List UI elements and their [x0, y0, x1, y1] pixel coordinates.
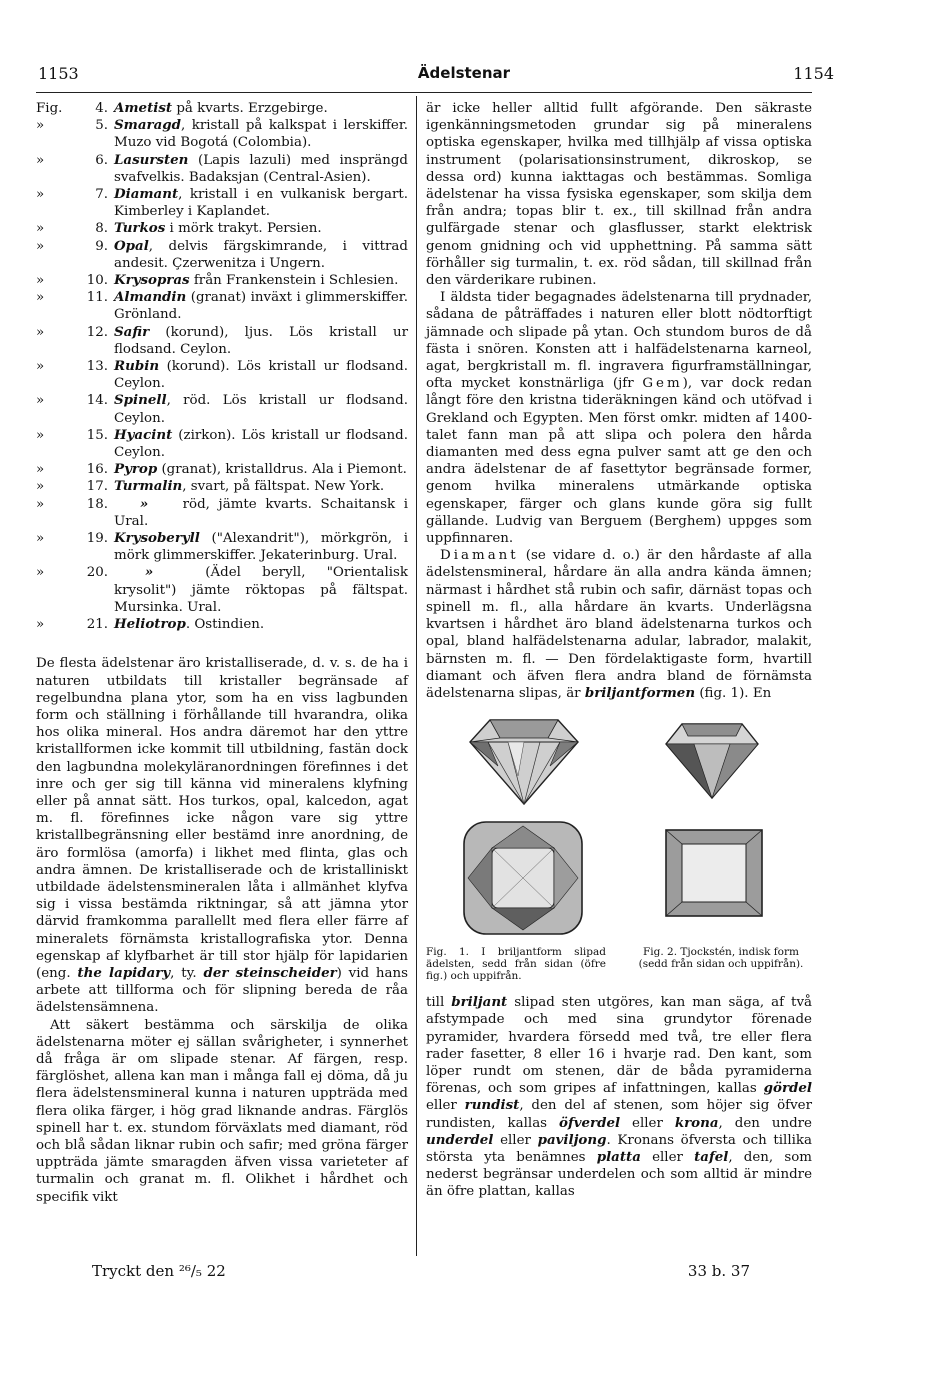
figure-list-item: » 20. » (Ädel beryll, "Orientalisk krysolit") jämte röktopas på fältspat. Mursinka. Ural.	[36, 564, 408, 615]
indian-top-illustration	[664, 828, 764, 918]
gem-figures	[426, 716, 812, 946]
figure-list	[36, 100, 408, 633]
figure-list-item: » 7. Diamant, kristall i en vulkanisk bergart. Kimberley i Kaplandet.	[36, 186, 408, 220]
figure-list-item: » 18. » röd, jämte kvarts. Schaitansk i Ural.	[36, 495, 408, 529]
figure-list-item: » 13. Rubin (korund). Lös kristall ur flodsand. Ceylon.	[36, 358, 408, 392]
page-number-right: 1154	[793, 64, 834, 83]
figure-1-caption: Fig. 1. I briljantform slipad ädelsten, sedd från sidan (öfre fig.) och uppifrån.	[426, 946, 606, 983]
brilliant-top-illustration	[462, 820, 584, 936]
figure-list-item: Fig. 4. Ametist på kvarts. Erzgebirge.	[36, 100, 328, 116]
paragraph: Att säkert bestämma och särskilja de olika ädelstenarna möter ej sällan svårigheter, i synnerhet då fråga är om slipade stenar. Af färgen, resp. färglöshet, allena kan man i många fall ej döma, då ju flera ädelstensmineral kunna i naturen uppträda med flera olika färger, i hög grad liknande andras. Färglös spinell har t. ex. stundom förväxlats med diamant, röd och blå sådan liknar rubin och safir; med gröna färger uppträda jämte smaragden äfven vissa varieteter af turmalin och granat m. fl. Olikhet i hårdhet och specifik vikt	[36, 1017, 408, 1205]
indian-side-illustration	[664, 720, 760, 800]
brilliant-side-illustration	[468, 716, 580, 806]
figure-captions	[426, 946, 812, 982]
figure-list-item: » 16. Pyrop (granat), kristalldrus. Ala i Piemont.	[36, 461, 407, 478]
paragraph: I äldsta tider begagnades ädelstenarna till prydnader, sådana de påträffades i naturen eller blott nödtorftigt jämnade och slipade på ytan. Och stundom buros de då fästa i snören. Konsten att i halfädelstenarna karneol, agat, bergkristall m. fl. ingravera figurframställningar, ofta mycket konstnärliga (jfr Gem), var dock redan långt före den kristna tideräkningen känd och utöfvad i Grekland och Egypten. Men först omkr. midten af 1400-talet fann man på att slipa och polera den hårda diamanten med dess egna pulver samt att ge den och andra ädelstenar de af fasettytor begränsade former, genom hvilka mineralens utmärkande optiska egenskaper, färger och glans kunde göra sig fullt gällande. Ludvig van Berguem (Berghem) uppges som uppfinnaren.	[426, 290, 812, 547]
signature-mark: 33 b. 37	[687, 1262, 750, 1280]
left-column	[36, 100, 408, 1206]
figure-list-item: » 11. Almandin (granat) inväxt i glimmerskiffer. Grönland.	[36, 289, 408, 323]
print-date: Tryckt den ²⁶/₅ 22	[92, 1262, 226, 1280]
page-title: Ädelstenar	[417, 64, 511, 82]
paragraph: är icke heller alltid fullt afgörande. Den säkraste igenkänningsmetoden grundar sig på mineralens optiska egenskaper, hvilka med tillhjälp af vissa optiska instrument (polarisationsinstrument, dikroskop, se dessa ord) kunna iakttagas och bestämmas. Somliga ädelstenar ha vissa fysiska egenskaper, som skilja dem från andra; topas blir t. ex., till skillnad från andra gulfärgade stenar och glasflusser, starkt elektrisk genom gnidning och vid upphettning. På samma sätt förhåller sig turmalin, t. ex. röd sådan, till skillnad från den värderikare rubinen.	[426, 101, 812, 289]
paragraph: De flesta ädelstenar äro kristalliserade, d. v. s. de ha i naturen utbildats till kristaller begränsade af regelbundna plana ytor, som ha en viss lagbunden form och ställning i förhållande till hvarandra, olika hos olika mineral. Hos andra däremot har den yttre kristallformen icke kommit till utbildning, fastän dock den lagbundna molekyläranordningen förefinnes i det inre och ger sig till känna vid mineralens klyfning eller på annat sätt. Hos turkos, opal, kalcedon, agat m. fl. förefinnes icke någon vare sig yttre kristallbegränsning eller bestämd inre anordning, de äro formlösa (amorfa) i likhet med flinta, glas och andra ämnen. De kristalliserade och de kristalliniskt utbildade ädelstensmineralen låta i allmänhet klyfva sig i vissa bestämda riktningar, så att jämna ytor därvid framkomma parallellt med flera eller färre af mineralets förnämsta kristallografiska ytor. Denna egenskap af klyfbarhet är till stor hjälp för lapidarien (eng. the lapidary, ty. der steinscheider) vid hans arbete att tillforma och för slipning bereda de råa ädelstensämnena.	[36, 656, 408, 1016]
figure-list-item: » 6. Lasursten (Lapis lazuli) med insprängd svafvelkis. Badaksjan (Central-Asien).	[36, 151, 408, 185]
paragraph: till briljant slipad sten utgöres, kan man säga, af två afstympade och med sina grundytor förenade pyramider, hvardera försedd med två, tre eller flera rader fasetter, 8 eller 16 i hvarje rad. Den kant, som löper rundt om stenen, där de båda pyramiderna förenas, och som gripes af infattningen, kallas gördel eller rundist, den del af stenen, som höjer sig öfver rundisten, kallas öfverdel eller krona, den undre underdel eller paviljong. Kronans öfversta och tillika största yta benämnes platta eller tafel, den, som nederst begränsar underdelen och som alltid är mindre än öfre plattan, kallas	[426, 994, 813, 1200]
page-number-left: 1153	[38, 64, 79, 83]
figure-list-item: » 15. Hyacint (zirkon). Lös kristall ur flodsand. Ceylon.	[36, 426, 408, 461]
header-rule	[36, 92, 812, 93]
figure-list-item: » 10. Krysopras från Frankenstein i Schlesien.	[36, 272, 399, 289]
figure-list-item: » 17. Turmalin, svart, på fältspat. New York.	[36, 478, 385, 495]
figure-list-item: » 19. Krysoberyll ("Alexandrit"), mörkgrön, i mörk glimmerskiffer. Jekaterinburg. Ural.	[36, 530, 408, 564]
figure-list-item: » 5. Smaragd, kristall på kalkspat i lerskiffer. Muzo vid Bogotá (Colombia).	[36, 117, 408, 151]
figure-list-item: » 14. Spinell, röd. Lös kristall ur flodsand. Ceylon.	[36, 392, 408, 426]
right-column	[426, 100, 812, 1201]
figure-list-item: » 9. Opal, delvis färgskimrande, i vittrad andesit. Çzerwenitza i Ungern.	[36, 237, 408, 271]
figure-list-item: » 12. Safir (korund), ljus. Lös kristall ur flodsand. Ceylon.	[36, 323, 408, 357]
figure-list-item: » 8. Turkos i mörk trakyt. Persien.	[36, 220, 322, 237]
figure-2-caption: Fig. 2. Tjockstén, indisk form (sedd från sidan och uppifrån).	[638, 946, 804, 971]
paragraph: Diamant (se vidare d. o.) är den hårdaste af alla ädelstensmineral, hårdare än alla andra kända ämnen; närmast i hårdhet stå rubin och safir, därnäst topas och spinell m. fl., alla hårdare än kvarts. Underlägsna kvartsen i hårdhet äro bland ädelstenarna turkos och opal, bland halfädelstenarna adular, labrador, malakit, bärnsten m. fl. — Den fördelaktigaste form, hvartill diamant och äfven flera andra bland de förnämsta ädelstenarna slipas, är briljantformen (fig. 1). En	[426, 548, 812, 701]
column-divider	[416, 96, 417, 1256]
left-body-text	[36, 655, 408, 1206]
figure-list-item: » 21. Heliotrop. Ostindien.	[36, 616, 265, 633]
